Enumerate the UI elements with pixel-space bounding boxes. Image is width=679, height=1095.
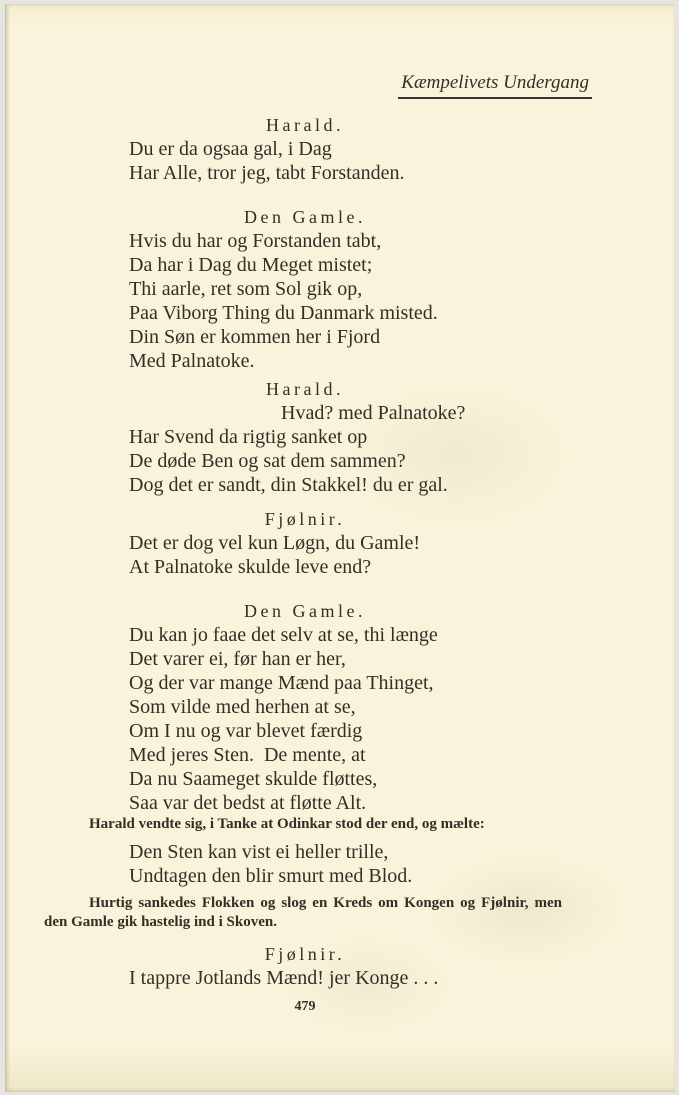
verse-line: Med Palnatoke. [129, 350, 255, 372]
verse-line: Thi aarle, ret som Sol gik op, [129, 278, 363, 300]
stage-direction: Hurtig sankedes Flokken og slog en Kreds om Kongen og Fjølnir, men den Gamle gik hastelig ind i Skoven. [44, 895, 562, 930]
verse-line: Paa Viborg Thing du Danmark misted. [129, 302, 438, 324]
speech-block [129, 205, 481, 373]
verse-line: Da nu Saameget skulde fløttes, [129, 768, 378, 790]
verse-line: Og der var mange Mænd paa Thinget, [129, 672, 434, 694]
verse-line: Du er da ogsaa gal, i Dag [129, 138, 332, 160]
page-content [6, 5, 675, 1016]
verse-line: De døde Ben og sat dem sammen? [129, 450, 406, 472]
verse-line: Din Søn er kommen her i Fjord [129, 326, 381, 348]
verse-line: I tappre Jotlands Mænd! jer Konge . . . [129, 967, 439, 989]
verse-line: Hvis du har og Forstanden tabt, [129, 230, 382, 252]
verse-line: Da har i Dag du Meget mistet; [129, 254, 373, 276]
book-page [5, 4, 675, 1092]
speech-block [129, 507, 481, 579]
verse-line: Den Sten kan vist ei heller trille, [129, 841, 389, 863]
verse-line: Saa var det bedst at fløtte Alt. [129, 792, 367, 814]
stage-direction: Harald vendte sig, i Tanke at Odinkar stod der end, og mælte: [89, 816, 485, 832]
verse-line: Som vilde med herhen at se, [129, 696, 356, 718]
speaker-heading: Fjølnir. [264, 509, 346, 529]
running-header [6, 71, 675, 99]
verse-line: Det er dog vel kun Løgn, du Gamle! [129, 532, 421, 554]
verse-line: Du kan jo faae det selv at se, thi længe [129, 624, 438, 646]
speech-block [129, 377, 481, 497]
verse-block [129, 840, 481, 888]
verse-line: Har Alle, tror jeg, tabt Forstanden. [129, 162, 405, 184]
speaker-heading: Den Gamle. [244, 207, 366, 227]
speaker-heading: Den Gamle. [244, 601, 366, 621]
verse-line: At Palnatoke skulde leve end? [129, 556, 372, 578]
page-number: 479 [294, 999, 316, 1014]
running-header-title: Kæmpelivets Undergang [398, 71, 592, 99]
speech-block [129, 113, 481, 185]
speaker-heading: Harald. [266, 115, 344, 135]
verse-line: Har Svend da rigtig sanket op [129, 426, 368, 448]
verse-line: Undtagen den blir smurt med Blod. [129, 865, 413, 887]
verse-line: Det varer ei, før han er her, [129, 648, 346, 670]
verse-line: Om I nu og var blevet færdig [129, 720, 363, 742]
verse-line: Hvad? med Palnatoke? [281, 402, 466, 424]
verse-line: Med jeres Sten. De mente, at [129, 744, 366, 766]
verse-line: Dog det er sandt, din Stakkel! du er gal. [129, 474, 448, 496]
speaker-heading: Harald. [266, 379, 344, 399]
speaker-heading: Fjølnir. [264, 944, 346, 964]
speech-block [129, 942, 481, 990]
speech-block [129, 599, 481, 815]
